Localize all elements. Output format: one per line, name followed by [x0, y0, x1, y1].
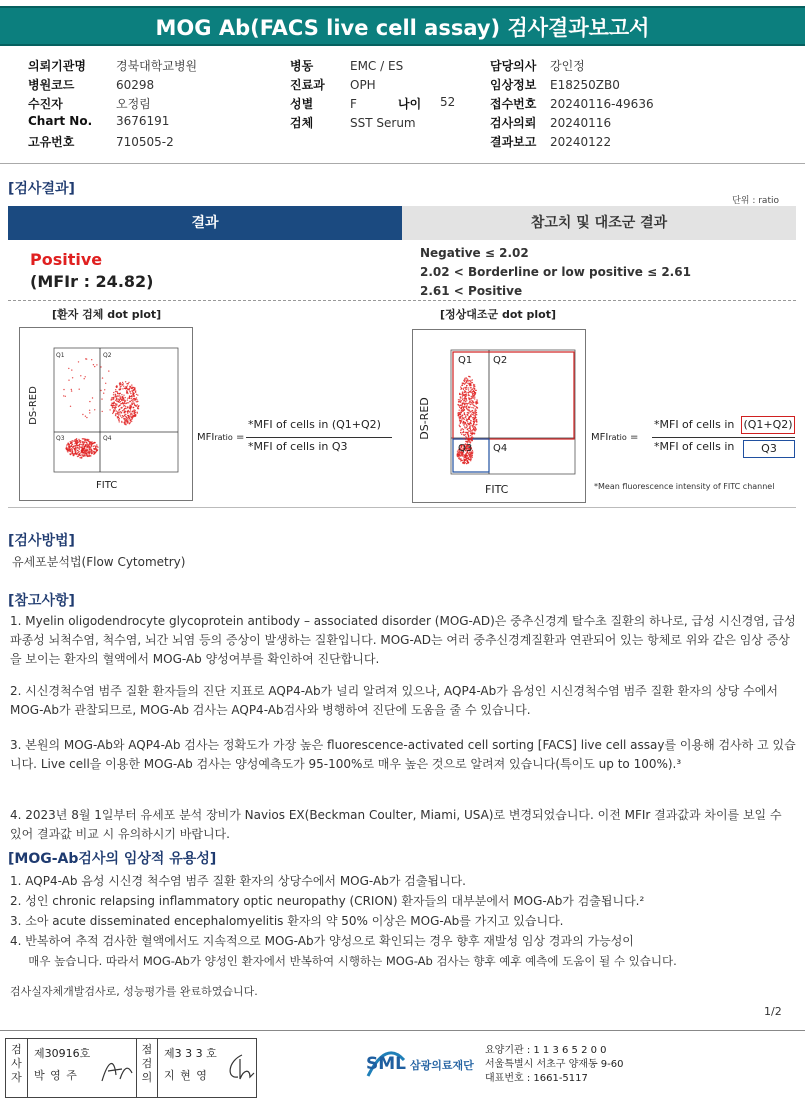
- info-row: [290, 76, 376, 93]
- info-label: 결과보고: [490, 135, 537, 149]
- inspector-name: 박 영 주: [34, 1069, 78, 1082]
- result-mfir: (MFIr : 24.82): [30, 272, 154, 291]
- note-item: 4. 2023년 8월 1일부터 유세포 분석 장비가 Navios EX(Beckman Coulter, Miami, USA)로 변경되었습니다. 이전 MFIr 결과값과 차이를 보일 수 있어 결과값 비교 시 유의하시기 바랍니다.: [10, 808, 782, 841]
- clinical-section-title: [MOG-Ab검사의 임상적 유용성]: [8, 851, 217, 867]
- confirm-name: 지 현 영: [164, 1069, 208, 1082]
- info-label: 병원코드: [28, 78, 75, 92]
- info-row: [490, 57, 585, 74]
- notes-section-title: [참고사항]: [8, 593, 75, 609]
- control-plot-svg: [413, 330, 585, 502]
- info-value: 3676191: [116, 114, 170, 128]
- info-value: SST Serum: [350, 116, 416, 130]
- age-value: 52: [440, 95, 456, 109]
- inspector-label-text: 검사자: [11, 1043, 22, 1084]
- org-name: 삼광의료재단: [410, 1059, 474, 1072]
- note-item: 1. Myelin oligodendrocyte glycoprotein antibody – associated disorder (MOG-AD)은 중추신경계 탈수초 질환의 하나로, 급성 시신경염, 급성파종성 뇌척수염, 척수염, 뇌간 뇌염 등의 증상이 발생하는 질환입니다. MOG-AD는 여러 중추신경계질환과 연관되어 있는 항체로 위와 같은 임상 증상을 보이는 환자의 혈액에서 MOG-Ab 양성여부를 확인하여 진단합니다.: [10, 614, 796, 666]
- info-label: 성별: [290, 97, 314, 111]
- mfi-q3-box: Q3: [743, 440, 795, 458]
- mfi-ratio-label: [197, 432, 244, 443]
- quadrant-label: Q4: [103, 435, 112, 442]
- x-axis-label: FITC: [485, 483, 509, 496]
- patient-plot-title: [환자 검체 dot plot]: [52, 308, 162, 321]
- result-section-title: [검사결과]: [8, 181, 75, 197]
- clinical-item: 매우 높습니다. 따라서 MOG-Ab가 양성인 환자에서 반복하여 시행하는 MOG-Ab 검사는 향후 예후 예측에 도움이 될 수 있습니다.: [10, 954, 677, 968]
- control-plot-title: [정상대조군 dot plot]: [440, 308, 556, 321]
- quadrant-label: Q2: [493, 355, 508, 366]
- info-row: [490, 133, 611, 150]
- mfi-sub: ratio: [608, 433, 627, 442]
- divider: [0, 163, 805, 164]
- reference-header: 참고치 및 대조군 결과: [402, 206, 796, 240]
- address-line: 대표번호 : 1661-5117: [485, 1073, 588, 1084]
- fraction-line: [246, 437, 392, 438]
- result-header: 결과: [8, 206, 402, 240]
- info-value: 20240122: [550, 135, 612, 149]
- confirm-number: 제3 3 3 호: [164, 1047, 217, 1060]
- info-label: 고유번호: [28, 135, 75, 149]
- method-section-title: [검사방법]: [8, 533, 75, 549]
- inspector-label: [6, 1039, 28, 1097]
- info-label: 병동: [290, 59, 314, 73]
- inspector-signature: [98, 1055, 136, 1085]
- footer-divider: [0, 1030, 805, 1031]
- clinical-item: 2. 성인 chronic relapsing inflammatory optic neuropathy (CRION) 환자들의 대부분에서 MOG-Ab가 검출됩니다.²: [10, 894, 645, 908]
- mfi-text: MFI: [591, 432, 609, 443]
- org-address: [485, 1044, 624, 1086]
- mfi-eq: =: [629, 432, 639, 443]
- ref-line: 2.02 < Borderline or low positive ≤ 2.61: [420, 265, 691, 279]
- info-label: 검사의뢰: [490, 116, 537, 130]
- divider: [8, 300, 796, 301]
- info-value: E18250ZB0: [550, 78, 620, 92]
- clinical-item: 1. AQP4-Ab 음성 시신경 척수염 범주 질환 환자의 상당수에서 MOG-Ab가 검출됩니다.: [10, 874, 466, 888]
- info-label: 임상정보: [490, 78, 537, 92]
- info-value: F: [350, 97, 357, 111]
- info-value: EMC / ES: [350, 59, 404, 73]
- info-row: [28, 114, 169, 128]
- unit-label: 단위 : ratio: [732, 196, 779, 206]
- address-line: 요양기관 : 1 1 3 6 5 2 0 0: [485, 1045, 607, 1056]
- info-row: [28, 133, 174, 150]
- mfi-ratio-label: [591, 432, 638, 443]
- note-item: 2. 시신경척수염 범주 질환 환자들의 진단 지표로 AQP4-Ab가 널리 알려져 있으나, AQP4-Ab가 음성인 시신경척수염 범주 질환 환자의 상당 수에서 MOG-Ab가 관찰되므로, MOG-Ab 검사는 AQP4-Ab검사와 병행하여 진단에 도움을 줄 수 있습니다.: [10, 684, 778, 717]
- info-row: [290, 57, 403, 74]
- info-row: [28, 76, 154, 93]
- clinical-item: 4. 반복하여 추적 검사한 혈액에서도 지속적으로 MOG-Ab가 양성으로 확인되는 경우 향후 재발성 임상 경과의 가능성이: [10, 934, 634, 948]
- info-row: [28, 57, 197, 74]
- quadrant-label: Q4: [493, 443, 508, 454]
- info-value: 경북대학교병원: [116, 59, 198, 73]
- info-row: [290, 95, 357, 112]
- info-value: 오정림: [116, 97, 151, 111]
- info-value: 710505-2: [116, 135, 174, 149]
- info-row: [290, 114, 416, 131]
- clinical-list: [10, 871, 800, 971]
- y-axis-label: DS-RED: [417, 397, 431, 440]
- quadrant-label: Q3: [56, 435, 65, 442]
- mfi-footnote: *Mean fluorescence intensity of FITC channel: [594, 482, 775, 491]
- info-row: [490, 114, 611, 131]
- info-label: Chart No.: [28, 114, 93, 128]
- reference-ranges: [420, 244, 691, 301]
- info-row: [490, 95, 654, 112]
- report-title: MOG Ab(FACS live cell assay) 검사결과보고서: [0, 6, 805, 46]
- info-row: [28, 95, 151, 112]
- inspector-number: 제30916호: [34, 1047, 91, 1060]
- logo-text: SML: [366, 1054, 406, 1074]
- quadrant-label: Q1: [458, 355, 473, 366]
- info-value: OPH: [350, 78, 376, 92]
- address-line: 서울특별시 서초구 양재동 9-60: [485, 1059, 624, 1070]
- mfi-numerator: *MFI of cells in (Q1+Q2): [248, 418, 381, 431]
- signature-box: [5, 1038, 257, 1098]
- control-dot-plot: [412, 329, 586, 503]
- mfi-numerator: *MFI of cells in: [654, 418, 735, 431]
- confirm-label: [136, 1039, 158, 1097]
- mfi-text: MFI: [197, 432, 215, 443]
- mfi-eq: =: [235, 432, 245, 443]
- info-label: 담당의사: [490, 59, 537, 73]
- ref-line: 2.61 < Positive: [420, 284, 523, 298]
- info-label: 수진자: [28, 97, 63, 111]
- mfi-q1q2-box: (Q1+Q2): [741, 416, 795, 434]
- confirm-label-text: 점검의: [141, 1043, 153, 1084]
- fraction-line: [652, 437, 795, 438]
- mfi-denominator: *MFI of cells in: [654, 440, 735, 453]
- ref-line: Negative ≤ 2.02: [420, 246, 529, 260]
- info-row: [490, 76, 620, 93]
- sml-logo: [366, 1046, 406, 1080]
- patient-info: [28, 57, 788, 149]
- quadrant-label: Q2: [103, 352, 112, 359]
- info-value: 강인정: [550, 59, 585, 73]
- quadrant-label: Q1: [56, 352, 65, 359]
- age-label: 나이: [398, 97, 422, 111]
- validation-text: 검사실자체개발검사로, 성능평가를 완료하였습니다.: [10, 985, 258, 998]
- method-text: 유세포분석법(Flow Cytometry): [12, 555, 186, 569]
- patient-plot-svg: [20, 328, 192, 500]
- mfi-denominator: *MFI of cells in Q3: [248, 440, 348, 453]
- confirm-signature: [224, 1051, 258, 1085]
- clinical-item: 3. 소아 acute disseminated encephalomyelitis 환자의 약 50% 이상은 MOG-Ab를 가지고 있습니다.: [10, 914, 564, 928]
- result-value: Positive: [30, 250, 103, 269]
- info-label: 검체: [290, 116, 314, 130]
- patient-dot-plot: [19, 327, 193, 501]
- info-value: 60298: [116, 78, 155, 92]
- quadrant-label: Q3: [458, 443, 473, 454]
- mfi-sub: ratio: [214, 433, 233, 442]
- page-number: 1/2: [764, 1005, 782, 1018]
- info-value: 20240116-49636: [550, 97, 654, 111]
- y-axis-label: DS-RED: [27, 386, 39, 425]
- info-label: 진료과: [290, 78, 325, 92]
- note-item: 3. 본원의 MOG-Ab와 AQP4-Ab 검사는 정확도가 가장 높은 fluorescence-activated cell sorting [FACS] live cell assay를 이용해 검사하 고 있습니다. Live cell을 이용한 MOG-Ab 검사는 양성예측도가 95-100%로 매우 높은 것으로 알려져 있습니다(특이도 up to 100%).³: [10, 738, 796, 771]
- divider: [8, 507, 796, 508]
- x-axis-label: FITC: [96, 480, 118, 491]
- info-value: 20240116: [550, 116, 612, 130]
- info-label: 의뢰기관명: [28, 59, 86, 73]
- info-label: 접수번호: [490, 97, 537, 111]
